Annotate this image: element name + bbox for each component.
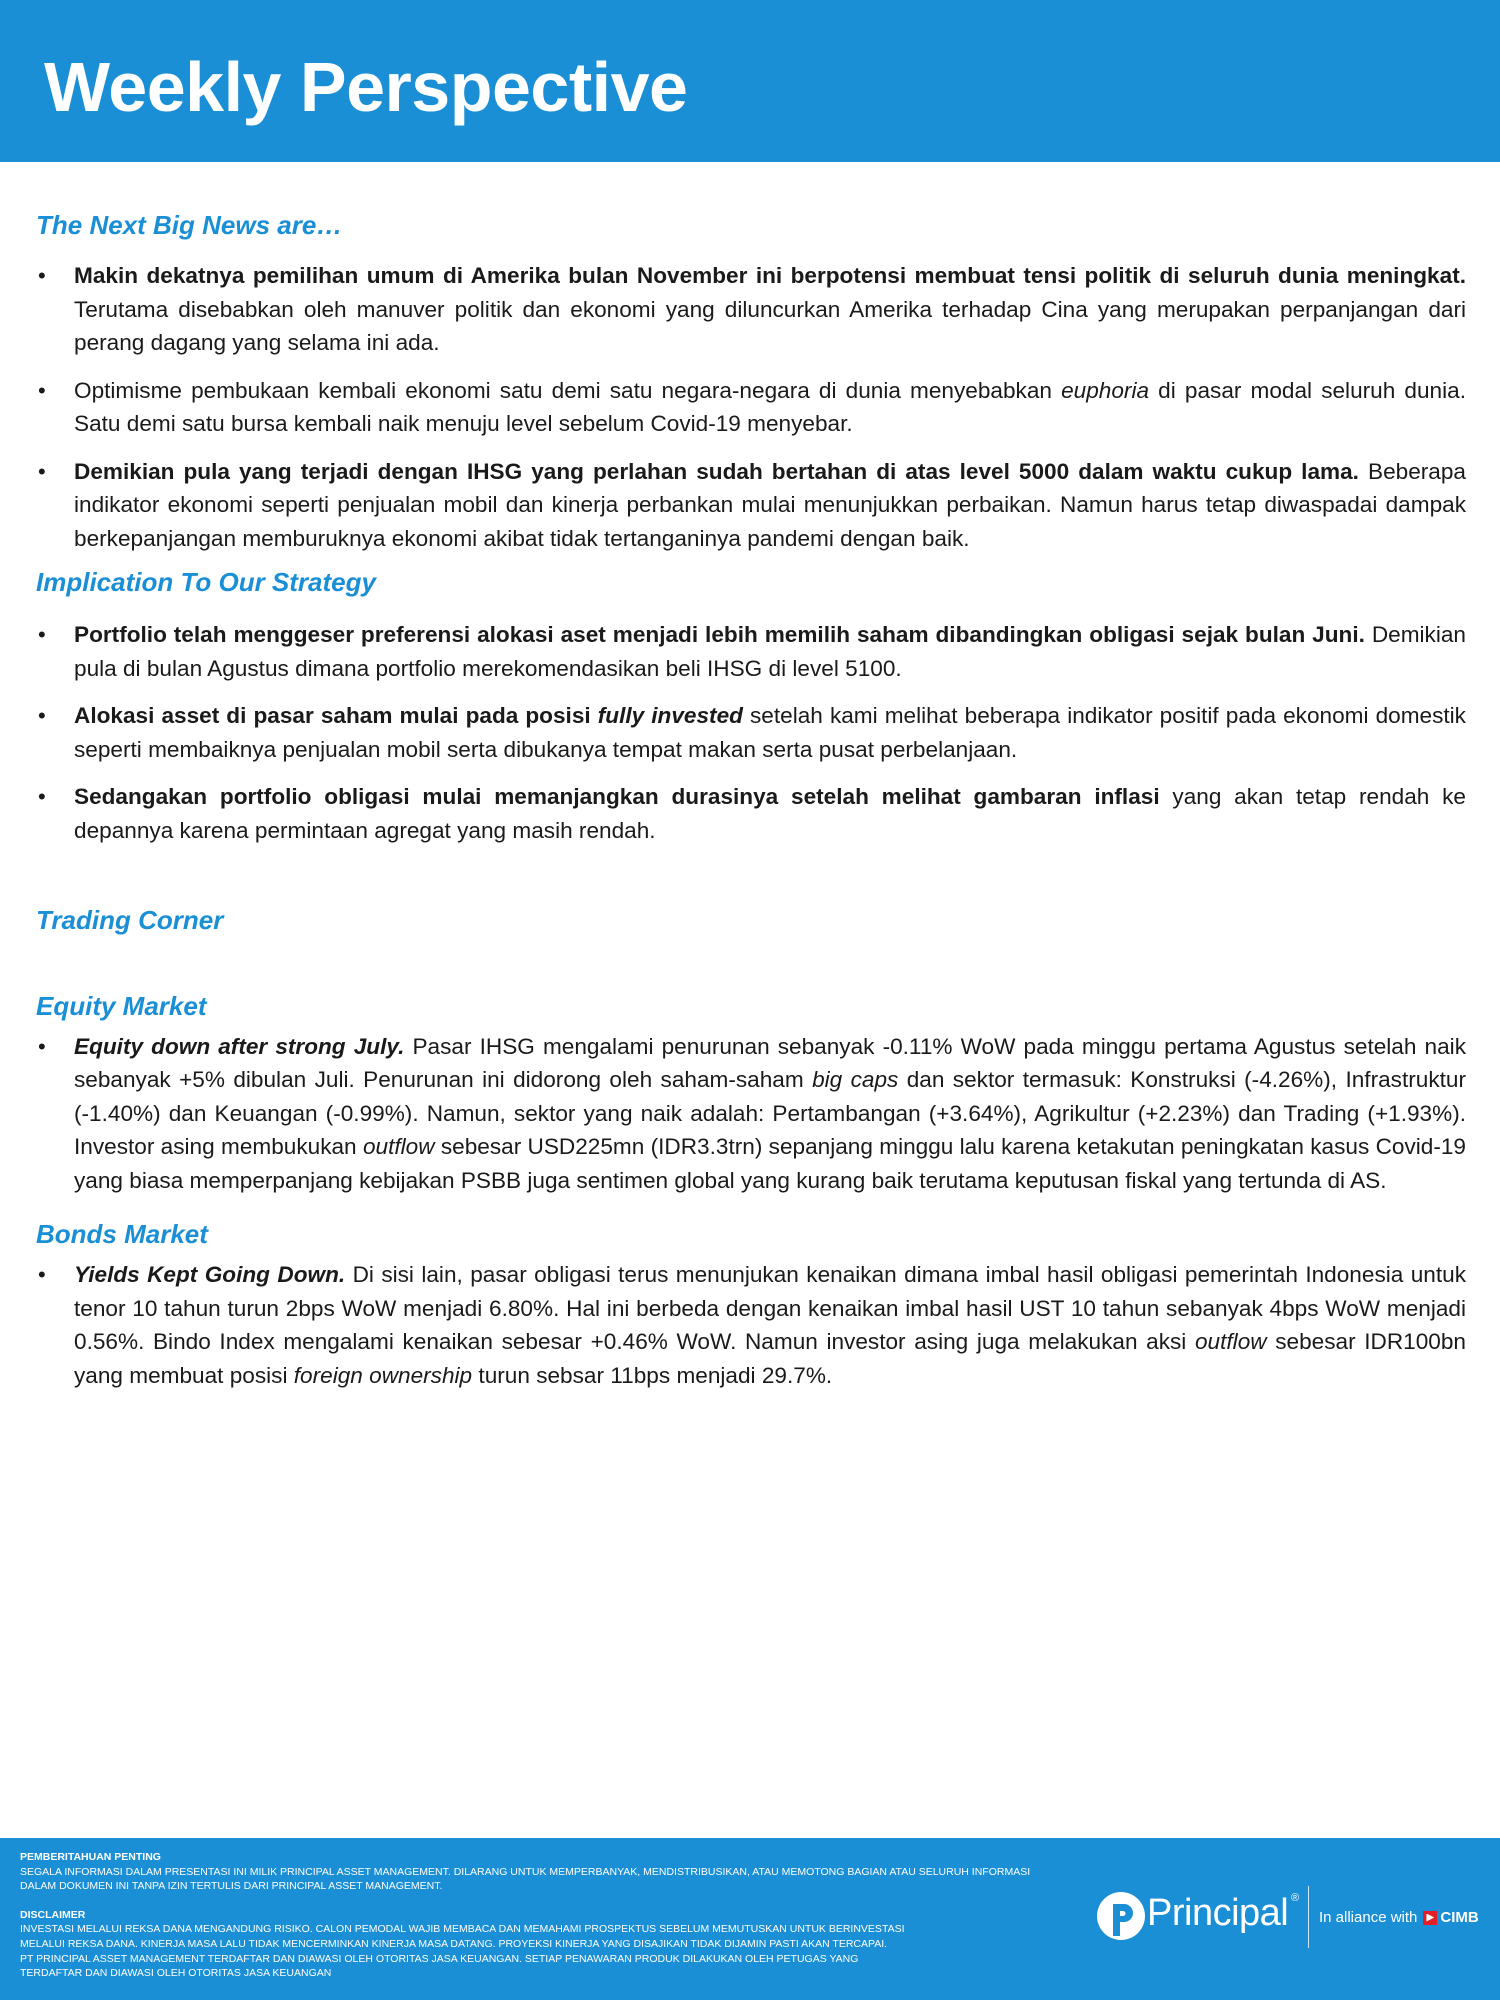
section-title-equity-market: Equity Market — [36, 990, 207, 1021]
brand-divider — [1308, 1886, 1309, 1948]
section-title-trading-corner: Trading Corner — [36, 905, 224, 936]
bullet-text: Demikian pula di bulan Agustus dimana portfolio merekomendasikan beli IHSG di level 5100. — [74, 622, 1466, 681]
notice-line: DALAM DOKUMEN INI TANPA IZIN TERTULIS DARI PRINCIPAL ASSET MANAGEMENT. — [20, 1880, 443, 1893]
bullet-italic-text: foreign ownership — [293, 1362, 473, 1388]
bullet-text: Beberapa indikator ekonomi seperti penjualan mobil dan kinerja perbankan mulai menunjukkan perbaikan. Namun harus tetap diwaspadai dampak berkepanjangan memburuknya ekonomi akibat tidak tertanganinya pandemi dengan baik. — [74, 458, 1466, 551]
equity-list — [36, 1030, 1466, 1198]
list-item — [36, 374, 1466, 441]
list-item — [36, 780, 1466, 847]
bullet-text: Pasar IHSG mengalami penurunan sebanyak -0.11% WoW pada minggu pertama Agustus setelah naik sebanyak +5% dibulan Juli. Penurunan ini didorong oleh saham-saham — [74, 1033, 1467, 1093]
bullet-bold-text: Portfolio telah menggeser preferensi alokasi aset menjadi lebih memilih saham dibandingkan obligasi sejak bulan Juni. — [74, 622, 1365, 648]
list-item — [36, 259, 1466, 360]
disclaimer-line: PT PRINCIPAL ASSET MANAGEMENT TERDAFTAR DAN DIAWASI OLEH OTORITAS JASA KEUANGAN. SETIAP PENAWARAN PRODUK DILAKUKAN OLEH PETUGAS YANG — [20, 1952, 859, 1965]
brand-name: Principal — [1147, 1892, 1289, 1934]
notice-line: SEGALA INFORMASI DALAM PRESENTASI INI MILIK PRINCIPAL ASSET MANAGEMENT. DILARANG UNTUK MEMPERBANYAK, MENDISTRIBUSIKAN, ATAU MEMOTONG BAGIAN ATAU SELURUH INFORMASI — [20, 1865, 1031, 1878]
bullet-text: dan sektor termasuk: Konstruksi (-4.26%), Infrastruktur (-1.40%) dan Keuangan (-0.99%). Namun, sektor yang naik adalah: Pertambangan (+3.64%), Agrikultur (+2.23%) dan Trading (+1.93%). Investor asing membukukan — [74, 1067, 1466, 1160]
notice-title: PEMBERITAHUAN PENTING — [20, 1851, 161, 1863]
alliance-partner: CIMB — [1440, 1909, 1479, 1926]
cimb-logo-icon — [1423, 1911, 1437, 1925]
header-banner — [0, 0, 1500, 162]
section-title-next-big-news: The Next Big News are… — [36, 210, 343, 240]
bonds-list — [36, 1258, 1466, 1392]
bullet-italic-text: euphoria — [1061, 377, 1150, 403]
bullet-bold-italic-text: Yields Kept Going Down. — [74, 1262, 346, 1288]
bullet-text: yang akan tetap rendah ke depannya karena permintaan agregat yang masih rendah. — [74, 784, 1466, 843]
disclaimer-line: TERDAFTAR DAN DIAWASI OLEH OTORITAS JASA KEUANGAN — [20, 1967, 332, 1980]
footer-bar — [0, 1838, 1500, 2000]
page-title: Weekly Perspective — [44, 48, 688, 126]
section-title-bonds-market: Bonds Market — [36, 1219, 208, 1250]
bullet-text: sebesar IDR100bn yang membuat posisi — [74, 1329, 1466, 1388]
list-item — [36, 1258, 1466, 1392]
main-content — [36, 210, 1466, 1406]
bullet-italic-text: big caps — [812, 1067, 899, 1093]
list-item — [36, 699, 1466, 766]
disclaimer-title: DISCLAIMER — [20, 1908, 86, 1921]
next-big-news-list — [36, 259, 1466, 555]
alliance-text: In alliance with — [1319, 1909, 1418, 1926]
bullet-text: Terutama disebabkan oleh manuver politik dan ekonomi yang diluncurkan Amerika terhadap Cina yang merupakan perpanjangan dari perang dagang yang selama ini ada. — [74, 296, 1466, 356]
bullet-bold-text: Alokasi asset di pasar saham mulai pada posisi — [74, 703, 598, 729]
footer-legal-text — [20, 1850, 1100, 1981]
registered-mark: ® — [1291, 1892, 1300, 1904]
implication-list — [36, 618, 1466, 847]
brand-lockup — [1095, 1882, 1485, 1962]
bullet-text: Di sisi lain, pasar obligasi terus menunjukan kenaikan dimana imbal hasil obligasi pemerintah Indonesia untuk tenor 10 tahun turun 2bps WoW menjadi 6.80%. Hal ini berbeda dengan kenaikan imbal hasil UST 10 tahun sebanyak 4bps WoW menjadi 0.56%. Bindo Index mengalami kenaikan sebesar +0.46% WoW. Namun investor asing juga melakukan aksi — [74, 1262, 1466, 1355]
disclaimer-line: MELALUI REKSA DANA. KINERJA MASA LALU TIDAK MENCERMINKAN KINERJA MASA DATANG. PROYEKSI KINERJA YANG DISAJIKAN TIDAK DIJAMIN PASTI AKAN TERCAPAI. — [20, 1937, 888, 1950]
bullet-text: Optimisme pembukaan kembali ekonomi satu demi satu negara-negara di dunia menyebabkan — [74, 377, 1062, 403]
bullet-bold-text: Makin dekatnya pemilihan umum di Amerika bulan November ini berpotensi membuat tensi politik di seluruh dunia meningkat. — [74, 263, 1466, 289]
bullet-italic-text: outflow — [362, 1134, 435, 1160]
bullet-text: setelah kami melihat beberapa indikator positif pada ekonomi domestik seperti membaiknya penjualan mobil serta dibukanya tempat makan serta pusat perbelanjaan. — [74, 703, 1466, 762]
list-item — [36, 455, 1466, 556]
bullet-bold-italic-text: Equity down after strong July. — [74, 1033, 405, 1059]
bullet-text: di pasar modal seluruh dunia. Satu demi satu bursa kembali naik menuju level sebelum Covid-19 menyebar. — [74, 377, 1466, 437]
bullet-text: turun sebsar 11bps menjadi 29.7%. — [472, 1362, 833, 1388]
bullet-bold-text: Demikian pula yang terjadi dengan IHSG yang perlahan sudah bertahan di atas level 5000 dalam waktu cukup lama. — [74, 458, 1359, 484]
list-item — [36, 1030, 1466, 1198]
alliance-label — [1319, 1909, 1479, 1926]
section-title-implication: Implication To Our Strategy — [36, 567, 376, 598]
list-item — [36, 618, 1466, 685]
bullet-bold-text: Sedangakan portfolio obligasi mulai memanjangkan durasinya setelah melihat gambaran inflasi — [74, 784, 1160, 810]
bullet-italic-text: outflow — [1194, 1329, 1267, 1355]
disclaimer-line: INVESTASI MELALUI REKSA DANA MENGANDUNG RISIKO. CALON PEMODAL WAJIB MEMBACA DAN MEMAHAMI PROSPEKTUS SEBELUM MEMUTUSKAN UNTUK BERINVESTASI — [20, 1923, 905, 1936]
principal-logo-icon — [1095, 1890, 1147, 1948]
bullet-text: sebesar USD225mn (IDR3.3trn) sepanjang minggu lalu karena ketakutan peningkatan kasus Covid-19 yang biasa memperpanjang kebijakan PSBB juga sentimen global yang kurang baik terutama keputusan fiskal yang tertunda di AS. — [74, 1134, 1466, 1193]
bullet-bold-italic-text: fully invested — [597, 703, 743, 729]
